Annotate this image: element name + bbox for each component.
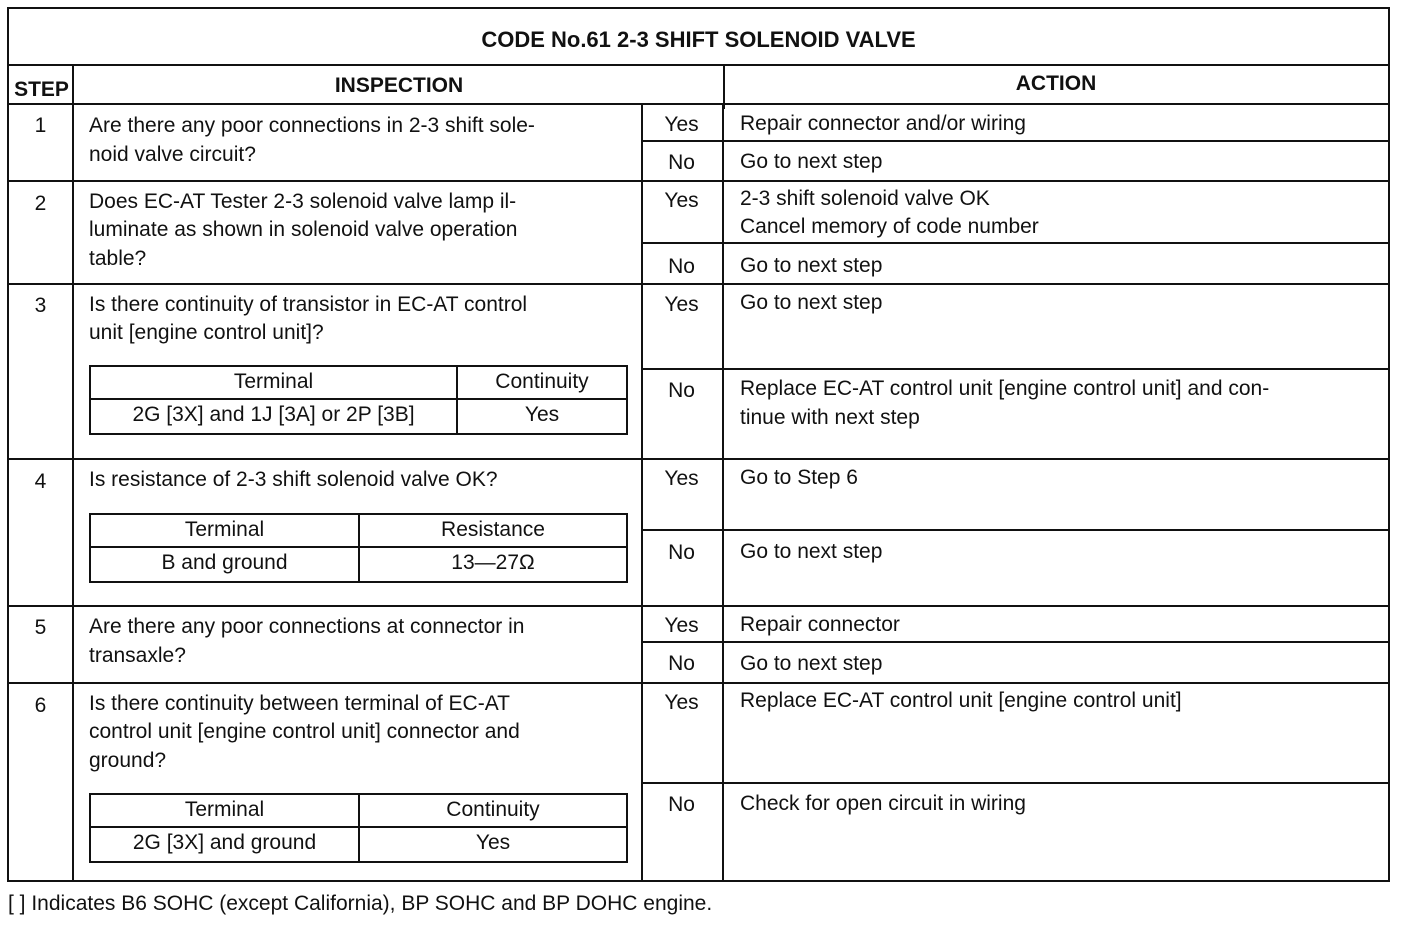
yes-label: Yes xyxy=(664,691,699,714)
yes-action: Repair connector xyxy=(740,613,900,636)
divider xyxy=(9,283,1388,285)
yes-action: 2-3 shift solenoid valve OK xyxy=(740,187,990,210)
table-header-continuity: Continuity xyxy=(458,367,626,400)
table-header-terminal: Terminal xyxy=(91,795,360,828)
no-label: No xyxy=(668,255,695,278)
table-cell-continuity: Yes xyxy=(475,831,511,854)
yes-action: Go to next step xyxy=(740,291,883,314)
yes-label: Yes xyxy=(664,113,699,136)
inspection-text: control unit [engine control unit] connector and xyxy=(89,720,520,743)
no-action: Replace EC-AT control unit [engine control unit] and con- xyxy=(740,377,1270,400)
divider xyxy=(9,682,1388,684)
inspection-text: Is there continuity of transistor in EC-AT control xyxy=(89,293,528,316)
table-cell-continuity: Yes xyxy=(524,403,560,426)
step-number: 1 xyxy=(34,114,47,137)
no-label: No xyxy=(668,151,695,174)
divider xyxy=(641,242,1388,244)
divider xyxy=(9,64,1388,66)
inspection-text: noid valve circuit? xyxy=(89,143,256,166)
step-number: 3 xyxy=(34,294,47,317)
no-action: Go to next step xyxy=(740,254,883,277)
footnote: [ ] Indicates B6 SOHC (except California), BP SOHC and BP DOHC engine. xyxy=(8,892,713,915)
divider xyxy=(722,103,724,880)
inspection-text: luminate as shown in solenoid valve operation xyxy=(89,218,518,241)
inspection-text: Are there any poor connections at connector in xyxy=(89,615,525,638)
terminal-continuity-table xyxy=(89,365,628,435)
no-action: Go to next step xyxy=(740,652,883,675)
step-number: 2 xyxy=(34,192,47,215)
inspection-text: transaxle? xyxy=(89,644,186,667)
inspection-text: table? xyxy=(89,247,147,270)
no-label: No xyxy=(668,541,695,564)
inspection-text: ground? xyxy=(89,749,167,772)
table-header-terminal: Terminal xyxy=(91,367,458,400)
divider xyxy=(641,782,1388,784)
no-action: tinue with next step xyxy=(740,406,920,429)
divider xyxy=(641,368,1388,370)
no-label: No xyxy=(668,793,695,816)
no-label: No xyxy=(668,379,695,402)
step-number: 5 xyxy=(34,616,47,639)
table-cell-terminal: 2G [3X] and 1J [3A] or 2P [3B] xyxy=(91,400,458,433)
no-action: Go to next step xyxy=(740,540,883,563)
step-number: 6 xyxy=(34,694,47,717)
table-cell-resistance: 13—27Ω xyxy=(451,551,535,574)
action-header: ACTION xyxy=(1015,72,1097,95)
divider xyxy=(9,605,1388,607)
yes-action: Replace EC-AT control unit [engine control unit] xyxy=(740,689,1182,712)
no-action: Go to next step xyxy=(740,150,883,173)
yes-label: Yes xyxy=(664,467,699,490)
divider xyxy=(641,529,1388,531)
yes-action: Cancel memory of code number xyxy=(740,215,1039,238)
step-number: 4 xyxy=(34,470,47,493)
no-action: Check for open circuit in wiring xyxy=(740,792,1026,815)
terminal-resistance-table xyxy=(89,513,628,583)
inspection-text: Does EC-AT Tester 2-3 solenoid valve lamp il- xyxy=(89,190,517,213)
diagnostic-table xyxy=(7,7,1390,882)
table-title: CODE No.61 2-3 SHIFT SOLENOID VALVE xyxy=(481,27,916,52)
table-cell-terminal: 2G [3X] and ground xyxy=(91,828,360,861)
divider xyxy=(9,103,1388,105)
inspection-text: unit [engine control unit]? xyxy=(89,321,324,344)
no-label: No xyxy=(668,652,695,675)
table-header-terminal: Terminal xyxy=(91,515,360,548)
divider xyxy=(72,64,74,880)
inspection-text: Is there continuity between terminal of EC-AT xyxy=(89,692,510,715)
step-header: STEP xyxy=(14,78,69,101)
yes-label: Yes xyxy=(664,293,699,316)
inspection-header: INSPECTION xyxy=(334,74,464,97)
divider xyxy=(641,140,1388,142)
table-header-resistance: Resistance xyxy=(360,515,626,548)
yes-label: Yes xyxy=(664,189,699,212)
inspection-text: Is resistance of 2-3 shift solenoid valve OK? xyxy=(89,468,498,491)
terminal-continuity-table xyxy=(89,793,628,863)
divider xyxy=(9,180,1388,182)
divider xyxy=(9,458,1388,460)
inspection-text: Are there any poor connections in 2-3 shift sole- xyxy=(89,114,535,137)
yes-action: Go to Step 6 xyxy=(740,466,858,489)
table-cell-terminal: B and ground xyxy=(91,548,360,581)
divider xyxy=(641,641,1388,643)
table-header-continuity: Continuity xyxy=(360,795,626,828)
yes-action: Repair connector and/or wiring xyxy=(740,112,1026,135)
yes-label: Yes xyxy=(664,614,699,637)
